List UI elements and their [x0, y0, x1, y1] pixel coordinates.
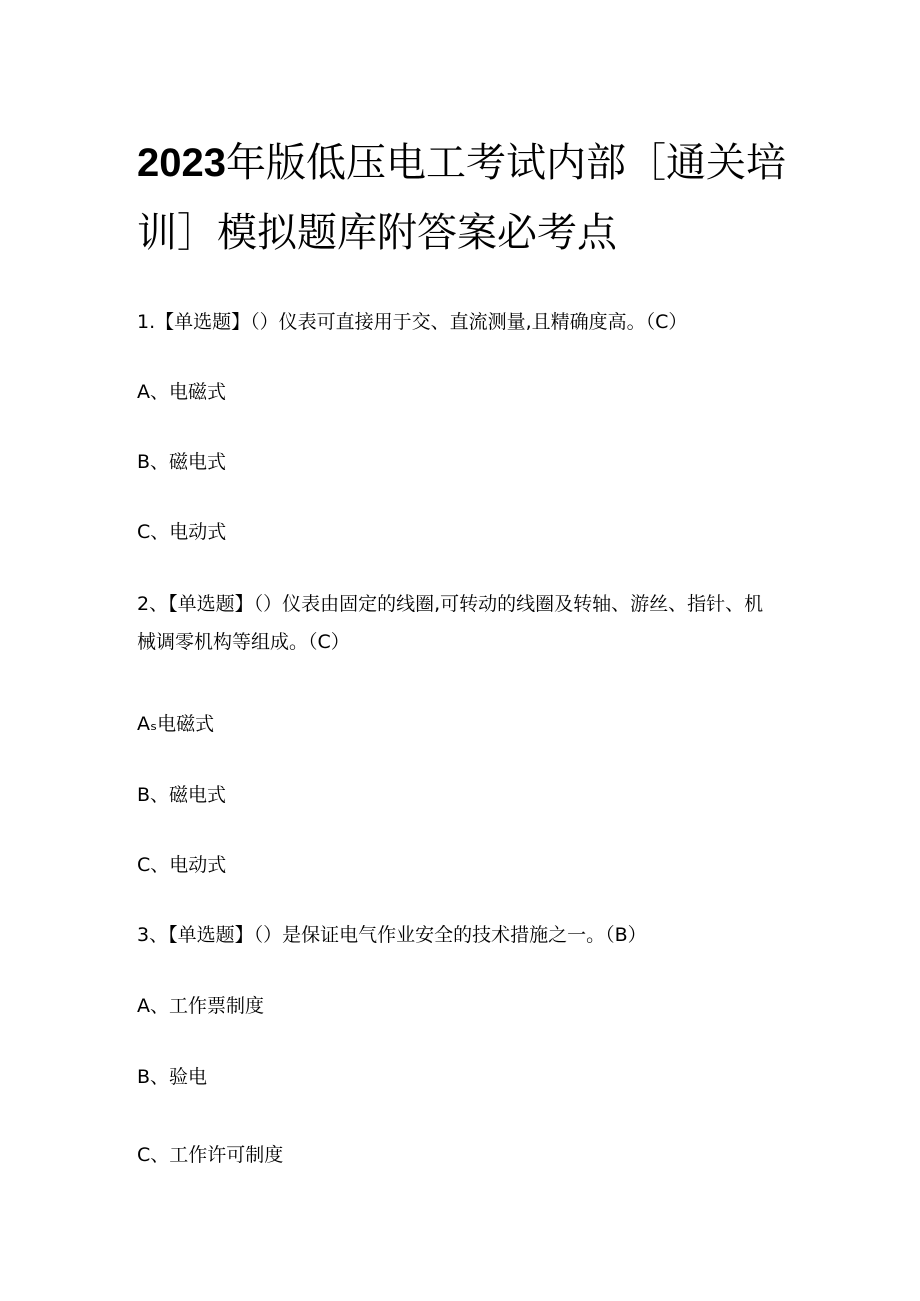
question-2-option-a: Aₛ电磁式 — [137, 713, 215, 735]
question-3-option-a: A、工作票制度 — [137, 995, 264, 1017]
title-year: 2023 — [137, 141, 226, 185]
document-title — [137, 128, 797, 268]
question-1-option-c: C、电动式 — [137, 521, 227, 543]
question-1-stem: 1.【单选题】（）仪表可直接用于交、直流测量,且精确度高。（C） — [137, 311, 688, 333]
question-2-option-c: C、电动式 — [137, 854, 227, 876]
question-3-option-c: C、工作许可制度 — [137, 1144, 284, 1166]
question-3-stem: 3、【单选题】（）是保证电气作业安全的技术措施之一。（B） — [137, 924, 647, 946]
question-1-option-a: A、电磁式 — [137, 381, 226, 403]
title-text: 年版低压电工考试内部［通关培训］模拟题库附答案必考点 — [137, 140, 786, 256]
question-3-option-b: B、验电 — [137, 1066, 208, 1088]
question-2-stem: 2、【单选题】（）仪表由固定的线圈,可转动的线圈及转轴、游丝、指针、机械调零机构等组成。（C） — [137, 593, 764, 653]
question-1-option-b: B、磁电式 — [137, 451, 227, 473]
question-2-option-b: B、磁电式 — [137, 784, 227, 806]
